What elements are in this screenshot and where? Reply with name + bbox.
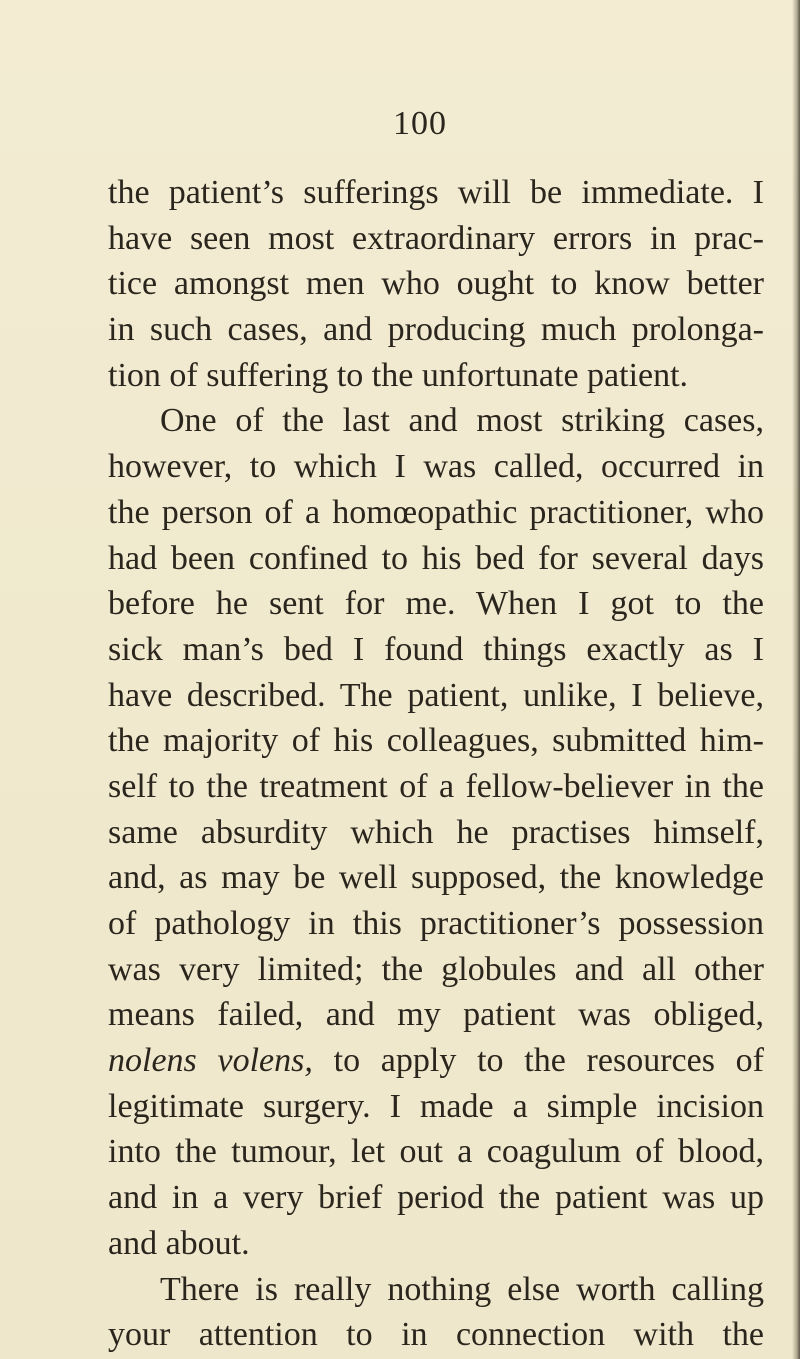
text-line-3: tice amongst men who ought to know better	[108, 265, 764, 303]
text-line-18: was very limited; the globules and all other	[108, 950, 764, 988]
text-line-21: legitimate surgery. I made a simple incision	[108, 1087, 764, 1125]
text-line-19: means failed, and my patient was obliged,	[108, 996, 764, 1034]
text-line-9: had been confined to his bed for several days	[108, 539, 764, 577]
italic-phrase: nolens volens,	[108, 1042, 313, 1080]
text-line-20-rest: to apply to the resources of	[333, 1042, 764, 1080]
text-line-17: of pathology in this practitioner’s possession	[108, 905, 764, 942]
text-line-16: and, as may be well supposed, the knowledge	[108, 859, 764, 897]
text-line-15: same absurdity which he practises himself,	[108, 813, 764, 851]
text-line-11: sick man’s bed I found things exactly as I	[108, 630, 764, 668]
text-line-8: the person of a homœopathic practitioner, who	[108, 493, 764, 531]
page-number: 100	[393, 105, 447, 142]
text-line-24: and about.	[108, 1224, 250, 1262]
text-line-7: however, to which I was called, occurred in	[108, 448, 764, 486]
text-line-26: your attention to in connection with the	[108, 1316, 764, 1354]
text-line-4: in such cases, and producing much prolonga-	[108, 311, 764, 349]
text-line-1: the patient’s sufferings will be immediate. I	[108, 174, 764, 211]
body-text	[108, 170, 764, 1358]
text-line-6: One of the last and most striking cases,	[160, 402, 764, 440]
text-line-14: self to the treatment of a fellow-believer in the	[108, 767, 764, 805]
text-line-20	[108, 1038, 764, 1084]
text-line-22: into the tumour, let out a coagulum of blood,	[108, 1133, 764, 1171]
page-edge-shadow	[792, 0, 800, 1359]
text-line-2: have seen most extraordinary errors in prac-	[108, 219, 764, 257]
text-line-5: tion of suffering to the unfortunate patient.	[108, 356, 689, 394]
text-line-12: have described. The patient, unlike, I believe,	[108, 676, 764, 714]
text-line-10: before he sent for me. When I got to the	[108, 585, 764, 623]
text-line-13: the majority of his colleagues, submitted him-	[108, 722, 764, 760]
text-line-25: There is really nothing else worth calling	[160, 1270, 764, 1308]
text-line-23: and in a very brief period the patient was up	[108, 1179, 764, 1217]
